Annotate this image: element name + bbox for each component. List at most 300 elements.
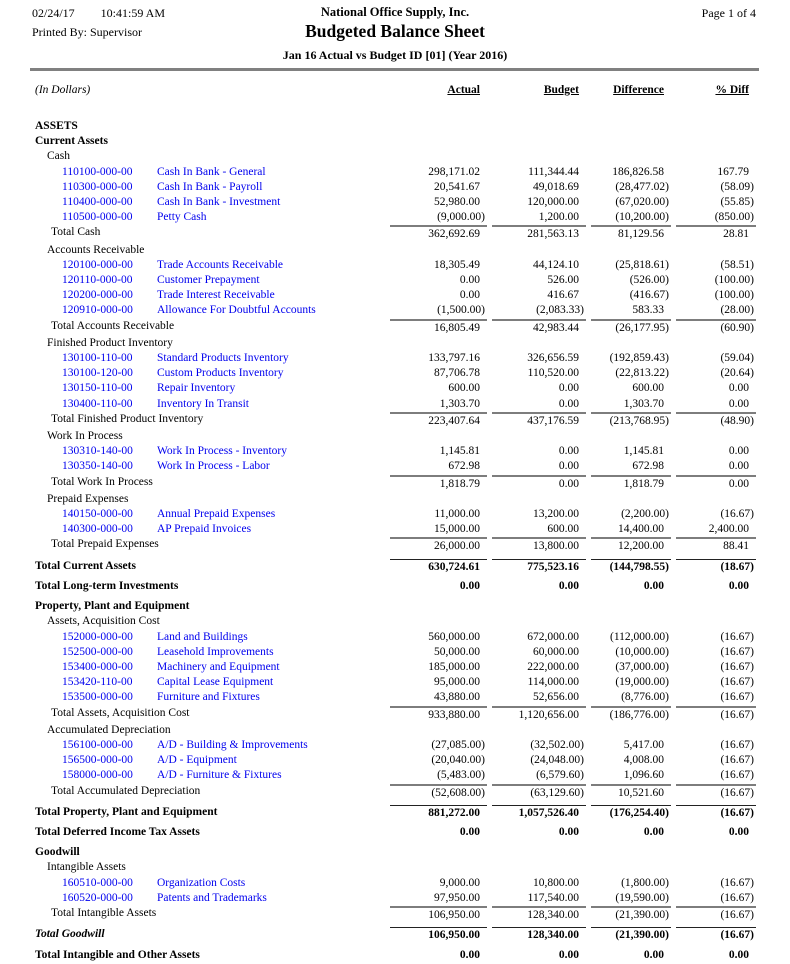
value-actual-cell bbox=[390, 599, 487, 614]
value-budget: 326,656.59 bbox=[527, 352, 579, 365]
value-actual-cell bbox=[390, 273, 487, 288]
row-label: Total Assets, Acquisition Cost bbox=[51, 706, 190, 719]
value-actual-cell bbox=[390, 366, 487, 381]
row-label: Assets, Acquisition Cost bbox=[47, 615, 160, 628]
value-pct-diff-cell bbox=[676, 738, 756, 753]
value-pct-diff: (16.67) bbox=[720, 769, 754, 782]
value-budget-cell bbox=[492, 675, 586, 690]
value-budget-cell bbox=[492, 660, 586, 675]
value-difference-cell bbox=[591, 906, 671, 923]
value-actual-cell bbox=[390, 351, 487, 366]
value-budget-cell bbox=[492, 805, 586, 821]
value-actual-cell bbox=[390, 225, 487, 242]
account-description-link[interactable]: Customer Prepayment bbox=[157, 274, 260, 287]
value-pct-diff-cell bbox=[676, 319, 756, 336]
value-budget: 222,000.00 bbox=[527, 660, 579, 673]
value-difference-cell bbox=[591, 660, 671, 675]
account-number-link[interactable]: 156500-000-00 bbox=[62, 754, 133, 767]
value-actual-cell bbox=[390, 195, 487, 210]
value-difference: 600.00 bbox=[632, 382, 664, 395]
account-description-link[interactable]: Cash In Bank - Investment bbox=[157, 196, 281, 209]
grandtotal-row bbox=[0, 805, 790, 821]
value-difference: (21,390.00) bbox=[615, 929, 669, 942]
row-label: Intangible Assets bbox=[47, 861, 126, 874]
value-pct-diff: (850.00) bbox=[714, 211, 754, 224]
value-budget: 128,340.00 bbox=[527, 908, 579, 921]
value-budget-cell bbox=[492, 559, 586, 575]
value-budget-cell bbox=[492, 459, 586, 474]
report-header bbox=[0, 0, 790, 76]
value-actual: 0.00 bbox=[459, 580, 480, 593]
column-pct-diff: % Diff bbox=[715, 84, 749, 96]
account-description-link[interactable]: Capital Lease Equipment bbox=[157, 676, 274, 689]
account-number-link[interactable]: 110500-000-00 bbox=[62, 211, 133, 224]
account-description-link[interactable]: Machinery and Equipment bbox=[157, 660, 280, 673]
value-actual: 362,692.69 bbox=[428, 228, 480, 241]
value-budget: 120,000.00 bbox=[527, 196, 579, 209]
value-difference-cell bbox=[591, 210, 671, 225]
row-label: Total Prepaid Expenses bbox=[51, 538, 159, 551]
account-number-link[interactable]: 130310-140-00 bbox=[62, 445, 133, 458]
value-actual-cell bbox=[390, 210, 487, 225]
value-budget: (63,129.60) bbox=[530, 786, 584, 799]
value-pct-diff: (16.67) bbox=[720, 929, 754, 942]
value-budget-cell bbox=[492, 351, 586, 366]
value-budget-cell bbox=[492, 630, 586, 645]
value-budget-cell bbox=[492, 273, 586, 288]
value-difference-cell bbox=[591, 225, 671, 242]
value-difference-cell bbox=[591, 319, 671, 336]
printed-by: Printed By: Supervisor bbox=[32, 25, 142, 39]
row-label: Goodwill bbox=[35, 846, 80, 859]
account-number-link[interactable]: 120110-000-00 bbox=[62, 274, 133, 287]
value-actual-cell bbox=[390, 645, 487, 660]
value-actual: 52,980.00 bbox=[434, 196, 480, 209]
account-description-link[interactable]: A/D - Equipment bbox=[157, 754, 237, 767]
value-difference-cell bbox=[591, 876, 671, 891]
value-actual-cell bbox=[390, 768, 487, 783]
value-difference-cell bbox=[591, 784, 671, 801]
account-number-link[interactable]: 120100-000-00 bbox=[62, 258, 133, 271]
value-budget: 0.00 bbox=[558, 382, 579, 395]
account-description-link[interactable]: Cash In Bank - General bbox=[157, 165, 266, 178]
row-label: Total Cash bbox=[51, 226, 101, 239]
value-actual-cell bbox=[390, 660, 487, 675]
value-actual-cell bbox=[390, 429, 487, 444]
account-description-link[interactable]: Land and Buildings bbox=[157, 630, 248, 643]
account-row bbox=[0, 288, 790, 303]
value-difference-cell bbox=[591, 288, 671, 303]
value-pct-diff-cell bbox=[676, 459, 756, 474]
value-budget-cell bbox=[492, 397, 586, 412]
value-pct-diff: (55.85) bbox=[720, 196, 754, 209]
value-budget-cell bbox=[492, 492, 586, 507]
account-description-link[interactable]: Work In Process - Labor bbox=[157, 460, 270, 473]
value-pct-diff: (16.67) bbox=[720, 806, 754, 819]
value-difference: 12,200.00 bbox=[618, 540, 664, 553]
value-difference: 14,400.00 bbox=[618, 523, 664, 536]
value-actual-cell bbox=[390, 891, 487, 906]
value-actual-cell bbox=[390, 412, 487, 429]
value-budget: 0.00 bbox=[558, 460, 579, 473]
total-row bbox=[0, 906, 790, 923]
value-pct-diff-cell bbox=[676, 475, 756, 492]
value-actual: 20,541.67 bbox=[434, 180, 480, 193]
row-label: Prepaid Expenses bbox=[47, 492, 129, 505]
value-pct-diff: 0.00 bbox=[728, 948, 749, 961]
row-label: Total Long-term Investments bbox=[35, 580, 179, 593]
value-budget-cell bbox=[492, 149, 586, 164]
row-label: Accounts Receivable bbox=[47, 243, 145, 256]
account-number-link[interactable]: 153400-000-00 bbox=[62, 660, 133, 673]
account-description-link[interactable]: Organization Costs bbox=[157, 876, 246, 889]
value-actual-cell bbox=[390, 784, 487, 801]
value-budget: 775,523.16 bbox=[527, 560, 579, 573]
account-description-link[interactable]: A/D - Furniture & Fixtures bbox=[157, 769, 282, 782]
value-difference-cell bbox=[591, 614, 671, 629]
account-number-link[interactable]: 140150-000-00 bbox=[62, 508, 133, 521]
group-row bbox=[0, 149, 790, 164]
value-budget: 0.00 bbox=[558, 580, 579, 593]
value-difference: (26,177.95) bbox=[615, 321, 669, 334]
account-number-link[interactable]: 130150-110-00 bbox=[62, 382, 133, 395]
account-number-link[interactable]: 153500-000-00 bbox=[62, 691, 133, 704]
value-pct-diff-cell bbox=[676, 784, 756, 801]
value-budget-cell bbox=[492, 258, 586, 273]
value-budget: 117,540.00 bbox=[527, 891, 579, 904]
account-row bbox=[0, 444, 790, 459]
column-actual: Actual bbox=[447, 84, 480, 96]
account-number-link[interactable]: 120910-000-00 bbox=[62, 304, 133, 317]
value-pct-diff-cell bbox=[676, 599, 756, 614]
account-number-link[interactable]: 130350-140-00 bbox=[62, 460, 133, 473]
value-difference-cell bbox=[591, 690, 671, 705]
value-difference-cell bbox=[591, 599, 671, 614]
value-budget-cell bbox=[492, 738, 586, 753]
total-row bbox=[0, 537, 790, 554]
account-number-link[interactable]: 110300-000-00 bbox=[62, 180, 133, 193]
value-difference-cell bbox=[591, 134, 671, 149]
value-budget-cell bbox=[492, 288, 586, 303]
value-actual-cell bbox=[390, 860, 487, 875]
value-difference: (144,798.55) bbox=[609, 560, 669, 573]
value-pct-diff: 0.00 bbox=[728, 445, 749, 458]
account-description-link[interactable]: Furniture and Fixtures bbox=[157, 691, 260, 704]
account-row bbox=[0, 366, 790, 381]
value-pct-diff: (100.00) bbox=[714, 274, 754, 287]
value-difference-cell bbox=[591, 195, 671, 210]
value-pct-diff-cell bbox=[676, 225, 756, 242]
header-divider bbox=[30, 68, 759, 71]
value-difference: (176,254.40) bbox=[609, 806, 669, 819]
value-difference-cell bbox=[591, 706, 671, 723]
value-budget: 672,000.00 bbox=[527, 630, 579, 643]
value-pct-diff: 0.00 bbox=[728, 477, 749, 490]
value-difference-cell bbox=[591, 475, 671, 492]
value-difference-cell bbox=[591, 675, 671, 690]
value-budget: 1,120,656.00 bbox=[518, 708, 579, 721]
value-actual: 223,407.64 bbox=[428, 414, 480, 427]
value-actual: 16,805.49 bbox=[434, 321, 480, 334]
value-actual: (1,500.00) bbox=[437, 304, 485, 317]
value-difference: (67,020.00) bbox=[615, 196, 669, 209]
value-budget-cell bbox=[492, 225, 586, 242]
value-budget-cell bbox=[492, 927, 586, 943]
account-number-link[interactable]: 110400-000-00 bbox=[62, 196, 133, 209]
account-description-link[interactable]: AP Prepaid Invoices bbox=[157, 523, 252, 536]
value-difference-cell bbox=[591, 412, 671, 429]
value-difference-cell bbox=[591, 738, 671, 753]
value-budget-cell bbox=[492, 243, 586, 258]
value-actual-cell bbox=[390, 723, 487, 738]
value-pct-diff-cell bbox=[676, 660, 756, 675]
value-difference: 186,826.58 bbox=[612, 165, 664, 178]
value-actual-cell bbox=[390, 475, 487, 492]
value-budget: 1,200.00 bbox=[538, 211, 579, 224]
account-row bbox=[0, 303, 790, 318]
account-description-link[interactable]: Trade Accounts Receivable bbox=[157, 258, 284, 271]
value-budget-cell bbox=[492, 180, 586, 195]
value-difference: (2,200.00) bbox=[621, 508, 669, 521]
grandtotal-italic-row bbox=[0, 927, 790, 943]
value-difference: 81,129.56 bbox=[618, 228, 664, 241]
row-label: Total Property, Plant and Equipment bbox=[35, 805, 218, 818]
value-difference-cell bbox=[591, 723, 671, 738]
value-pct-diff: (16.67) bbox=[720, 754, 754, 767]
value-budget: (2,083.33) bbox=[536, 304, 584, 317]
account-description-link[interactable]: A/D - Building & Improvements bbox=[157, 738, 308, 751]
account-number-link[interactable]: 160510-000-00 bbox=[62, 876, 133, 889]
account-number-link[interactable]: 160520-000-00 bbox=[62, 891, 133, 904]
value-difference-cell bbox=[591, 860, 671, 875]
value-difference: (22,813.22) bbox=[615, 367, 669, 380]
value-pct-diff-cell bbox=[676, 180, 756, 195]
value-difference-cell bbox=[591, 351, 671, 366]
row-label: Work In Process bbox=[47, 430, 123, 443]
row-label: Current Assets bbox=[35, 135, 108, 148]
account-description-link[interactable]: Annual Prepaid Expenses bbox=[157, 508, 276, 521]
value-actual-cell bbox=[390, 845, 487, 860]
value-actual-cell bbox=[390, 522, 487, 537]
value-actual: 50,000.00 bbox=[434, 645, 480, 658]
value-budget-cell bbox=[492, 768, 586, 783]
account-row bbox=[0, 273, 790, 288]
value-difference-cell bbox=[591, 381, 671, 396]
value-difference-cell bbox=[591, 303, 671, 318]
value-actual: (20,040.00) bbox=[431, 754, 485, 767]
value-budget-cell bbox=[492, 860, 586, 875]
value-difference-cell bbox=[591, 258, 671, 273]
account-row bbox=[0, 381, 790, 396]
account-description-link[interactable]: Patents and Trademarks bbox=[157, 891, 267, 904]
value-difference: (526.00) bbox=[629, 274, 669, 287]
value-actual: 600.00 bbox=[448, 382, 480, 395]
value-difference-cell bbox=[591, 522, 671, 537]
account-description-link[interactable]: Petty Cash bbox=[157, 211, 207, 224]
value-budget: 60,000.00 bbox=[533, 645, 579, 658]
value-budget-cell bbox=[492, 195, 586, 210]
value-difference-cell bbox=[591, 825, 671, 840]
value-difference-cell bbox=[591, 444, 671, 459]
value-budget-cell bbox=[492, 723, 586, 738]
section-row bbox=[0, 119, 790, 134]
value-actual: (52,608.00) bbox=[431, 786, 485, 799]
value-actual: 672.98 bbox=[448, 460, 480, 473]
row-label: Total Intangible and Other Assets bbox=[35, 948, 200, 961]
column-header-row bbox=[0, 82, 790, 98]
account-description-link[interactable]: Leasehold Improvements bbox=[157, 645, 274, 658]
row-label: Total Accumulated Depreciation bbox=[51, 784, 201, 797]
group-row bbox=[0, 243, 790, 258]
group-row bbox=[0, 492, 790, 507]
value-actual: 0.00 bbox=[459, 289, 480, 302]
value-pct-diff-cell bbox=[676, 614, 756, 629]
value-pct-diff: (20.64) bbox=[720, 367, 754, 380]
value-difference: 0.00 bbox=[643, 948, 664, 961]
value-budget: 1,057,526.40 bbox=[518, 806, 579, 819]
value-difference: 1,303.70 bbox=[623, 397, 664, 410]
value-actual-cell bbox=[390, 303, 487, 318]
value-budget-cell bbox=[492, 303, 586, 318]
value-actual: 11,000.00 bbox=[434, 508, 480, 521]
value-budget-cell bbox=[492, 119, 586, 134]
value-budget: 114,000.00 bbox=[527, 676, 579, 689]
value-actual-cell bbox=[390, 706, 487, 723]
value-pct-diff: (58.09) bbox=[720, 180, 754, 193]
section-row bbox=[0, 134, 790, 149]
value-pct-diff-cell bbox=[676, 336, 756, 351]
account-row bbox=[0, 258, 790, 273]
value-budget-cell bbox=[492, 319, 586, 336]
value-budget: 437,176.59 bbox=[527, 414, 579, 427]
value-actual-cell bbox=[390, 243, 487, 258]
value-difference: 672.98 bbox=[632, 460, 664, 473]
value-actual: (27,085.00) bbox=[431, 738, 485, 751]
value-difference: (19,590.00) bbox=[615, 891, 669, 904]
value-pct-diff: (16.67) bbox=[720, 676, 754, 689]
value-pct-diff: (59.04) bbox=[720, 352, 754, 365]
value-pct-diff: (16.67) bbox=[720, 786, 754, 799]
value-budget-cell bbox=[492, 210, 586, 225]
account-description-link[interactable]: Custom Products Inventory bbox=[157, 367, 284, 380]
total-row bbox=[0, 225, 790, 242]
value-actual-cell bbox=[390, 459, 487, 474]
value-difference: 583.33 bbox=[632, 304, 664, 317]
account-number-link[interactable]: 156100-000-00 bbox=[62, 738, 133, 751]
total-row bbox=[0, 412, 790, 429]
account-row bbox=[0, 397, 790, 412]
account-description-link[interactable]: Work In Process - Inventory bbox=[157, 445, 288, 458]
value-actual: (9,000.00) bbox=[437, 211, 485, 224]
value-pct-diff-cell bbox=[676, 559, 756, 575]
account-description-link[interactable]: Trade Interest Receivable bbox=[157, 289, 275, 302]
value-budget-cell bbox=[492, 165, 586, 180]
value-budget: 110,520.00 bbox=[527, 367, 579, 380]
value-actual-cell bbox=[390, 397, 487, 412]
account-row bbox=[0, 738, 790, 753]
value-budget-cell bbox=[492, 845, 586, 860]
value-difference-cell bbox=[591, 645, 671, 660]
account-number-link[interactable]: 152000-000-00 bbox=[62, 630, 133, 643]
value-budget-cell bbox=[492, 366, 586, 381]
value-actual: 0.00 bbox=[459, 274, 480, 287]
value-actual: 1,145.81 bbox=[439, 445, 480, 458]
value-budget: 0.00 bbox=[558, 948, 579, 961]
value-difference: 5,417.00 bbox=[623, 738, 664, 751]
value-pct-diff-cell bbox=[676, 675, 756, 690]
account-number-link[interactable]: 120200-000-00 bbox=[62, 289, 133, 302]
value-budget-cell bbox=[492, 876, 586, 891]
value-pct-diff-cell bbox=[676, 258, 756, 273]
account-description-link[interactable]: Standard Products Inventory bbox=[157, 352, 289, 365]
value-budget-cell bbox=[492, 825, 586, 840]
value-actual-cell bbox=[390, 738, 487, 753]
value-budget: 0.00 bbox=[558, 445, 579, 458]
value-pct-diff-cell bbox=[676, 195, 756, 210]
account-number-link[interactable]: 153420-110-00 bbox=[62, 676, 133, 689]
value-difference-cell bbox=[591, 927, 671, 943]
value-difference-cell bbox=[591, 579, 671, 594]
account-number-link[interactable]: 130400-110-00 bbox=[62, 397, 133, 410]
value-actual-cell bbox=[390, 336, 487, 351]
value-budget-cell bbox=[492, 645, 586, 660]
value-actual: 87,706.78 bbox=[434, 367, 480, 380]
value-actual: 1,303.70 bbox=[439, 397, 480, 410]
account-number-link[interactable]: 130100-110-00 bbox=[62, 352, 133, 365]
row-label: Finished Product Inventory bbox=[47, 336, 173, 349]
account-number-link[interactable]: 130100-120-00 bbox=[62, 367, 133, 380]
account-description-link[interactable]: Repair Inventory bbox=[157, 382, 236, 395]
value-difference: (19,000.00) bbox=[615, 676, 669, 689]
row-label: Total Work In Process bbox=[51, 475, 153, 488]
value-pct-diff: (18.67) bbox=[720, 560, 754, 573]
value-pct-diff-cell bbox=[676, 690, 756, 705]
value-budget: 44,124.10 bbox=[533, 258, 579, 271]
row-label: ASSETS bbox=[35, 120, 78, 132]
value-actual-cell bbox=[390, 119, 487, 134]
page-number: Page 1 of 4 bbox=[701, 6, 756, 20]
account-row bbox=[0, 645, 790, 660]
value-actual-cell bbox=[390, 753, 487, 768]
account-number-link[interactable]: 110100-000-00 bbox=[62, 165, 133, 178]
value-difference-cell bbox=[591, 559, 671, 575]
account-number-link[interactable]: 158000-000-00 bbox=[62, 769, 133, 782]
value-actual-cell bbox=[390, 165, 487, 180]
value-pct-diff: (16.67) bbox=[720, 908, 754, 921]
account-description-link[interactable]: Inventory In Transit bbox=[157, 397, 249, 410]
value-actual: 9,000.00 bbox=[439, 876, 480, 889]
value-difference: (192,859.43) bbox=[609, 352, 669, 365]
value-actual: 933,880.00 bbox=[428, 708, 480, 721]
value-pct-diff-cell bbox=[676, 522, 756, 537]
account-description-link[interactable]: Cash In Bank - Payroll bbox=[157, 180, 263, 193]
value-pct-diff-cell bbox=[676, 891, 756, 906]
value-pct-diff-cell bbox=[676, 723, 756, 738]
value-budget-cell bbox=[492, 537, 586, 554]
value-actual-cell bbox=[390, 507, 487, 522]
account-row bbox=[0, 630, 790, 645]
company-name: National Office Supply, Inc. bbox=[320, 5, 470, 19]
value-difference: (8,776.00) bbox=[621, 691, 669, 704]
value-pct-diff-cell bbox=[676, 507, 756, 522]
account-number-link[interactable]: 152500-000-00 bbox=[62, 645, 133, 658]
row-label: Total Accounts Receivable bbox=[51, 319, 175, 332]
row-label: Total Goodwill bbox=[35, 928, 105, 941]
account-number-link[interactable]: 140300-000-00 bbox=[62, 523, 133, 536]
account-row bbox=[0, 522, 790, 537]
value-actual: 133,797.16 bbox=[428, 352, 480, 365]
account-description-link[interactable]: Allowance For Doubtful Accounts bbox=[157, 304, 316, 317]
